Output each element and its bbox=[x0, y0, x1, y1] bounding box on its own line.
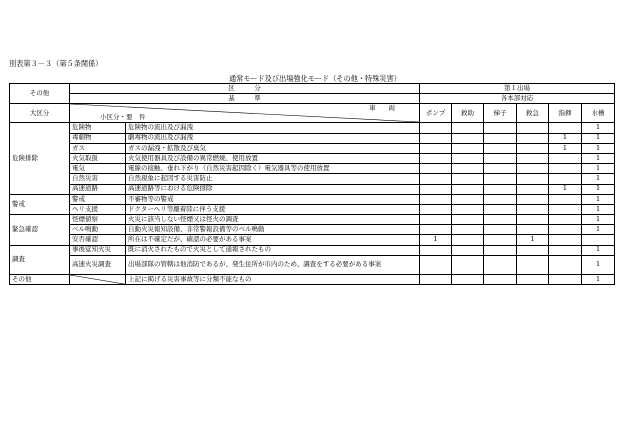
unit-count-救助 bbox=[452, 133, 484, 143]
unit-count-救急 bbox=[517, 164, 549, 174]
minor-category: ガス bbox=[70, 143, 126, 153]
unit-count-梯子 bbox=[484, 245, 517, 255]
table-row bbox=[10, 123, 615, 133]
table-row bbox=[10, 255, 615, 274]
unit-count-指揮 bbox=[549, 274, 582, 284]
major-category: その他 bbox=[10, 274, 70, 284]
unit-count-指揮 bbox=[549, 245, 582, 255]
table-title: 通常モード及び出場強化モード（その他・特殊災害） bbox=[229, 74, 401, 83]
table-row bbox=[10, 235, 615, 245]
unit-count-指揮 bbox=[549, 255, 582, 274]
unit-rescue: 救助 bbox=[452, 104, 484, 123]
unit-count-梯子 bbox=[484, 164, 517, 174]
header-dai1: 第１出場 bbox=[420, 84, 615, 94]
unit-pump: ポンプ bbox=[420, 104, 452, 123]
minor-category: 事後覚知火災 bbox=[70, 245, 126, 255]
unit-count-救急 bbox=[517, 204, 549, 214]
unit-count-救急 bbox=[517, 184, 549, 194]
unit-count-救急: 1 bbox=[517, 235, 549, 245]
header-sharyo: 車 両 bbox=[369, 104, 395, 113]
requirement: ドクターヘリ等離着陸に伴う支援 bbox=[126, 204, 420, 214]
requirement: 電線の接触、垂れ下がり（自然災害起因除く）電気器具等の使用放置 bbox=[126, 164, 420, 174]
unit-count-救助 bbox=[452, 194, 484, 204]
unit-count-ポンプ bbox=[420, 133, 452, 143]
unit-count-水槽: 1 bbox=[582, 274, 615, 284]
unit-count-指揮 bbox=[549, 215, 582, 225]
unit-count-水槽: 1 bbox=[582, 174, 615, 184]
unit-count-ポンプ bbox=[420, 184, 452, 194]
unit-count-指揮: 1 bbox=[549, 143, 582, 153]
minor-category: 毒劇物 bbox=[70, 133, 126, 143]
unit-count-水槽: 1 bbox=[582, 123, 615, 133]
minor-diagonal-line bbox=[70, 275, 125, 284]
unit-count-梯子 bbox=[484, 143, 517, 153]
minor-category: 自然災害 bbox=[70, 174, 126, 184]
unit-count-水槽: 1 bbox=[582, 255, 615, 274]
unit-count-救助 bbox=[452, 153, 484, 163]
header-daikubun: 大区分 bbox=[10, 104, 70, 123]
unit-count-救急 bbox=[517, 274, 549, 284]
unit-count-水槽: 1 bbox=[582, 225, 615, 235]
unit-count-救急 bbox=[517, 123, 549, 133]
header-kubun: 区 分 bbox=[70, 84, 420, 94]
unit-count-ポンプ bbox=[420, 194, 452, 204]
unit-count-梯子 bbox=[484, 133, 517, 143]
unit-count-救助 bbox=[452, 174, 484, 184]
unit-count-梯子 bbox=[484, 153, 517, 163]
unit-count-ポンプ bbox=[420, 153, 452, 163]
unit-count-救助 bbox=[452, 235, 484, 245]
unit-count-水槽: 1 bbox=[582, 164, 615, 174]
requirement: 高速道路等における危険排除 bbox=[126, 184, 420, 194]
dispatch-table bbox=[9, 83, 615, 285]
unit-count-指揮 bbox=[549, 204, 582, 214]
minor-category: ヘリ支援 bbox=[70, 204, 126, 214]
table-row bbox=[10, 225, 615, 235]
major-category: 緊急確認 bbox=[10, 215, 70, 246]
unit-water-tank: 水槽 bbox=[582, 104, 615, 123]
unit-count-ポンプ bbox=[420, 274, 452, 284]
unit-count-救急 bbox=[517, 215, 549, 225]
unit-count-救急 bbox=[517, 143, 549, 153]
major-category: 調査 bbox=[10, 245, 70, 274]
unit-count-ポンプ bbox=[420, 245, 452, 255]
requirement: 不審物等の警戒 bbox=[126, 194, 420, 204]
requirement: 自動火災報知設備、非常警報設備等のベル鳴動 bbox=[126, 225, 420, 235]
table-row bbox=[10, 215, 615, 225]
unit-count-救助 bbox=[452, 184, 484, 194]
unit-count-救急 bbox=[517, 153, 549, 163]
unit-count-水槽: 1 bbox=[582, 153, 615, 163]
table-row bbox=[10, 153, 615, 163]
unit-count-指揮 bbox=[549, 123, 582, 133]
unit-count-指揮 bbox=[549, 235, 582, 245]
unit-count-梯子 bbox=[484, 215, 517, 225]
unit-count-救助 bbox=[452, 123, 484, 133]
unit-count-水槽: 1 bbox=[582, 143, 615, 153]
table-row bbox=[10, 245, 615, 255]
requirement: 出場部隊の管轄は他消防であるが、発生住所が市内のため、調査をする必要がある事案 bbox=[126, 255, 420, 274]
requirement: 劇毒物の流出及び漏洩 bbox=[126, 133, 420, 143]
unit-count-救助 bbox=[452, 204, 484, 214]
unit-count-ポンプ bbox=[420, 143, 452, 153]
unit-count-梯子 bbox=[484, 255, 517, 274]
minor-category: 高速道路 bbox=[70, 184, 126, 194]
unit-ambulance: 救急 bbox=[517, 104, 549, 123]
minor-category: 安否確認 bbox=[70, 235, 126, 245]
unit-count-梯子 bbox=[484, 194, 517, 204]
unit-count-救助 bbox=[452, 164, 484, 174]
unit-count-指揮: 1 bbox=[549, 184, 582, 194]
minor-category: 電気 bbox=[70, 164, 126, 174]
unit-count-ポンプ bbox=[420, 225, 452, 235]
requirement: 火災に該当しない怪煙又は怪火の調査 bbox=[126, 215, 420, 225]
unit-count-梯子 bbox=[484, 184, 517, 194]
unit-count-ポンプ bbox=[420, 255, 452, 274]
unit-count-指揮 bbox=[549, 194, 582, 204]
table-caption: 別表第３－３（第５条関係） bbox=[9, 59, 103, 68]
unit-count-水槽: 1 bbox=[582, 184, 615, 194]
requirement: 上記に掲げる災害事故等に分類不能なもの bbox=[126, 274, 420, 284]
table-row bbox=[10, 194, 615, 204]
unit-count-救急 bbox=[517, 194, 549, 204]
unit-count-梯子 bbox=[484, 274, 517, 284]
unit-count-救急 bbox=[517, 225, 549, 235]
minor-category bbox=[70, 274, 126, 284]
header-shokubun: 小区分・要 件 bbox=[100, 113, 146, 122]
unit-count-ポンプ bbox=[420, 164, 452, 174]
requirement: 火気使用器具及び設備の異常燃焼、使用放置 bbox=[126, 153, 420, 163]
unit-count-水槽 bbox=[582, 235, 615, 245]
unit-count-梯子 bbox=[484, 123, 517, 133]
minor-category: 危険物 bbox=[70, 123, 126, 133]
unit-count-救助 bbox=[452, 255, 484, 274]
unit-count-水槽: 1 bbox=[582, 245, 615, 255]
unit-command: 指揮 bbox=[549, 104, 582, 123]
requirement: 所在は不確定だが、確認の必要がある事案 bbox=[126, 235, 420, 245]
unit-ladder: 梯子 bbox=[484, 104, 517, 123]
unit-count-指揮 bbox=[549, 174, 582, 184]
header-kakuhonbu: 各本部対応 bbox=[420, 94, 615, 104]
unit-count-指揮 bbox=[549, 153, 582, 163]
major-category: 危険排除 bbox=[10, 123, 70, 194]
minor-category: 火気取扱 bbox=[70, 153, 126, 163]
requirement: 既に消火されたもので火災として通報されたもの bbox=[126, 245, 420, 255]
minor-category: 警戒 bbox=[70, 194, 126, 204]
table-row bbox=[10, 274, 615, 284]
minor-category: ベル鳴動 bbox=[70, 225, 126, 235]
table-row bbox=[10, 174, 615, 184]
unit-count-指揮 bbox=[549, 164, 582, 174]
header-vehicle-cell bbox=[70, 104, 420, 123]
requirement: 危険物の流出及び漏洩 bbox=[126, 123, 420, 133]
unit-count-梯子 bbox=[484, 235, 517, 245]
table-row bbox=[10, 184, 615, 194]
unit-count-ポンプ: 1 bbox=[420, 235, 452, 245]
unit-count-梯子 bbox=[484, 174, 517, 184]
unit-count-水槽: 1 bbox=[582, 215, 615, 225]
unit-count-救助 bbox=[452, 274, 484, 284]
unit-count-救急 bbox=[517, 245, 549, 255]
minor-category: 高速火災調査 bbox=[70, 255, 126, 274]
unit-count-梯子 bbox=[484, 204, 517, 214]
unit-count-水槽: 1 bbox=[582, 133, 615, 143]
unit-count-水槽: 1 bbox=[582, 194, 615, 204]
unit-count-救急 bbox=[517, 255, 549, 274]
table-row bbox=[10, 204, 615, 214]
requirement: 自然現象に起因する災害防止 bbox=[126, 174, 420, 184]
unit-count-救助 bbox=[452, 215, 484, 225]
requirement: ガスの漏洩・拡散及び臭気 bbox=[126, 143, 420, 153]
unit-count-水槽: 1 bbox=[582, 204, 615, 214]
unit-count-指揮 bbox=[549, 225, 582, 235]
major-category: 警戒 bbox=[10, 194, 70, 214]
unit-count-救助 bbox=[452, 225, 484, 235]
unit-count-ポンプ bbox=[420, 123, 452, 133]
minor-category: 怪煙値察 bbox=[70, 215, 126, 225]
unit-count-梯子 bbox=[484, 225, 517, 235]
table-row bbox=[10, 133, 615, 143]
header-sonota: その他 bbox=[10, 84, 70, 104]
table-row bbox=[10, 143, 615, 153]
unit-count-ポンプ bbox=[420, 174, 452, 184]
unit-count-ポンプ bbox=[420, 215, 452, 225]
unit-count-ポンプ bbox=[420, 204, 452, 214]
unit-count-救助 bbox=[452, 143, 484, 153]
table-row bbox=[10, 164, 615, 174]
unit-count-指揮: 1 bbox=[549, 133, 582, 143]
unit-count-救急 bbox=[517, 174, 549, 184]
unit-count-救助 bbox=[452, 245, 484, 255]
header-kijun: 基 準 bbox=[70, 94, 420, 104]
unit-count-救急 bbox=[517, 133, 549, 143]
